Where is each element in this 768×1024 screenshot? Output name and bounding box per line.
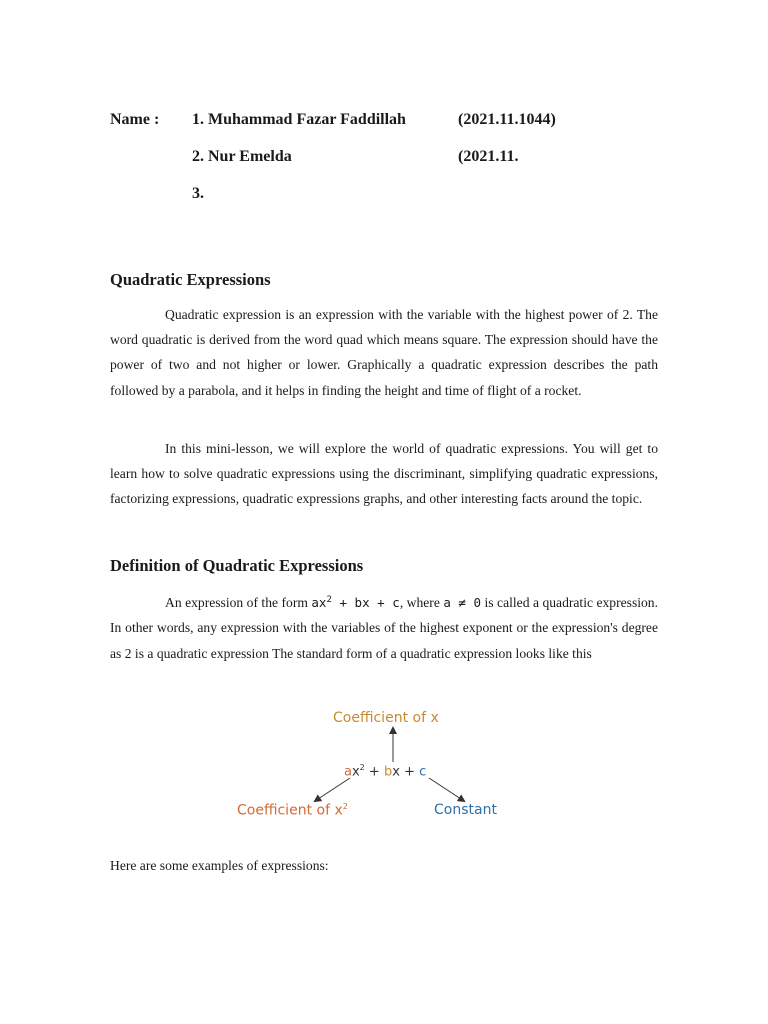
arrow-left — [315, 778, 350, 801]
expr-x: x — [392, 764, 400, 780]
expr-plus-2: + — [399, 764, 420, 780]
expr-x2: x — [351, 764, 360, 780]
arrow-right — [429, 778, 464, 801]
paragraph-mini-lesson: In this mini-lesson, we will explore the world of quadratic expressions. You will get to learn how to solve quadratic expressions using the discriminant, simplifying quadratic expressions, factorizing expressions, quadratic expressions graphs, and other interesting facts around the topic. — [110, 441, 658, 507]
formula-rest: + bx + c — [331, 595, 400, 611]
member-2-id: (2021.11. — [458, 148, 519, 165]
standard-form-diagram — [230, 700, 530, 830]
section-title-quadratic-expressions: Quadratic Expressions — [110, 270, 271, 289]
expr-a: a — [344, 764, 352, 780]
examples-intro: Here are some examples of expressions: — [110, 858, 329, 873]
condition: a ≠ 0 — [443, 595, 482, 611]
label-constant: Constant — [434, 802, 497, 818]
expr-exponent: 2 — [359, 763, 365, 772]
label-coefficient-of-x-squared — [237, 802, 348, 819]
label-coefficient-of-x: Coefficient of x — [333, 710, 439, 726]
definition-text-mid: , where — [399, 595, 444, 611]
section-title-definition: Definition of Quadratic Expressions — [110, 556, 364, 575]
member-1-name: 1. Muhammad Fazar Faddillah — [192, 111, 406, 128]
definition-text-start: An expression of the form — [165, 595, 312, 611]
expr-c: c — [419, 764, 427, 780]
name-label: Name : — [110, 111, 160, 128]
member-1-id: (2021.11.1044) — [458, 111, 556, 128]
member-3-name: 3. — [192, 185, 204, 202]
label-left-text: Coefficient of x — [237, 802, 343, 819]
formula — [311, 595, 399, 610]
formula-exponent: 2 — [326, 595, 332, 605]
expr-b: b — [383, 764, 393, 780]
paragraph-definition — [110, 588, 658, 666]
definition-text-end: is called a quadratic expression. In other words, any expression with the variables of the highest exponent or the expression's degree as 2 is a quadratic expression The standard form of a quadratic expression looks like this — [110, 595, 658, 661]
expr-plus-1: + — [364, 764, 384, 780]
standard-form-expression — [344, 763, 426, 779]
member-2-name: 2. Nur Emelda — [192, 148, 292, 165]
formula-base: ax — [311, 595, 327, 611]
paragraph-intro: Quadratic expression is an expression with the variable with the highest power of 2. The word quadratic is derived from the word quad which means square. The expression should have the power of two and not higher or lower. Graphically a quadratic expression describes the path followed by a parabola, and it helps in finding the height and time of flight of a rocket. — [110, 307, 658, 398]
label-left-exponent: 2 — [342, 802, 348, 811]
